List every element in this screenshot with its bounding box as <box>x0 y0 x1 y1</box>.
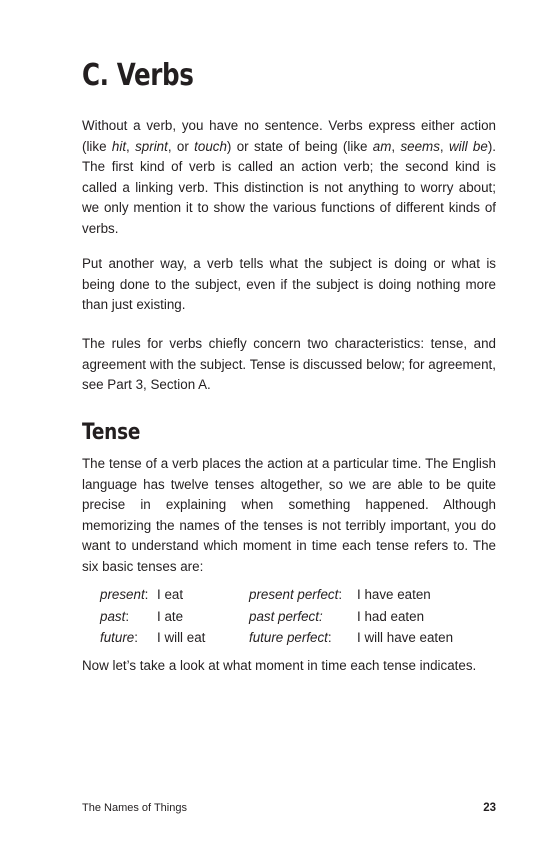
tense-row <box>100 584 453 606</box>
running-footer-title: The Names of Things <box>82 802 187 814</box>
tense-example: I will have eaten <box>357 630 454 645</box>
intro-sep: , <box>439 138 449 154</box>
colon: : <box>134 630 138 645</box>
intro-paragraph <box>82 116 496 240</box>
example-sprint: sprint <box>135 138 168 154</box>
intro-sep: , <box>391 138 401 154</box>
example-seems: seems <box>400 138 440 154</box>
colon: : <box>327 630 332 645</box>
tense-name: future <box>100 630 135 645</box>
intro-sep: , or <box>167 138 195 154</box>
tense-name: present <box>100 587 145 602</box>
example-am: am <box>372 138 392 154</box>
tense-example: I had eaten <box>357 608 425 624</box>
tense-example: I ate <box>157 608 184 624</box>
tense-name: past <box>100 608 126 624</box>
tense-table <box>100 584 453 649</box>
subsection-title: Tense <box>82 420 141 445</box>
example-will-be: will be <box>448 138 488 154</box>
tense-example: I have eaten <box>357 587 431 602</box>
colon: : <box>338 587 343 602</box>
tense-name: present perfect <box>249 587 339 602</box>
tense-example: I will eat <box>157 630 206 645</box>
intro-text-1: Without a verb, you have no sentence. Verbs express either action (like <box>82 118 496 154</box>
tense-name: past perfect: <box>249 608 323 624</box>
page-number: 23 <box>483 802 496 814</box>
paragraph-tense: The tense of a verb places the action at a particular time. The English language has twelve tenses altogether, so we are able to be quite precise in explaining when something happened. Although memorizing the names of the tenses is not terribly important, you do want to understand which moment in time each tense refers to. The six basic tenses are: <box>82 456 496 574</box>
intro-text-3: ). The first kind of verb is called an action verb; the second kind is called a linking verb. This distinction is not anything to worry about; we only mention it to show the various functions of different kinds of verbs. <box>82 138 496 236</box>
colon: : <box>125 608 130 624</box>
example-touch: touch <box>194 138 227 154</box>
intro-text-2: ) or state of being (like <box>226 138 373 154</box>
colon: : <box>144 587 149 602</box>
example-hit: hit <box>111 138 127 154</box>
tense-name: future perfect <box>249 630 328 645</box>
paragraph-subject: Put another way, a verb tells what the subject is doing or what is being done to the subject, even if the subject is doing nothing more than just existing. <box>82 256 496 313</box>
tense-row <box>100 627 453 649</box>
section-title: C. Verbs <box>82 58 194 93</box>
intro-sep: , <box>126 138 136 154</box>
tense-example: I eat <box>157 587 184 602</box>
tense-row <box>100 606 453 628</box>
paragraph-closing: Now let’s take a look at what moment in time each tense indicates. <box>82 658 477 673</box>
paragraph-rules: The rules for verbs chiefly concern two characteristics: tense, and agreement with the subject. Tense is discussed below; for agreement, see Part 3, Section A. <box>82 336 496 393</box>
